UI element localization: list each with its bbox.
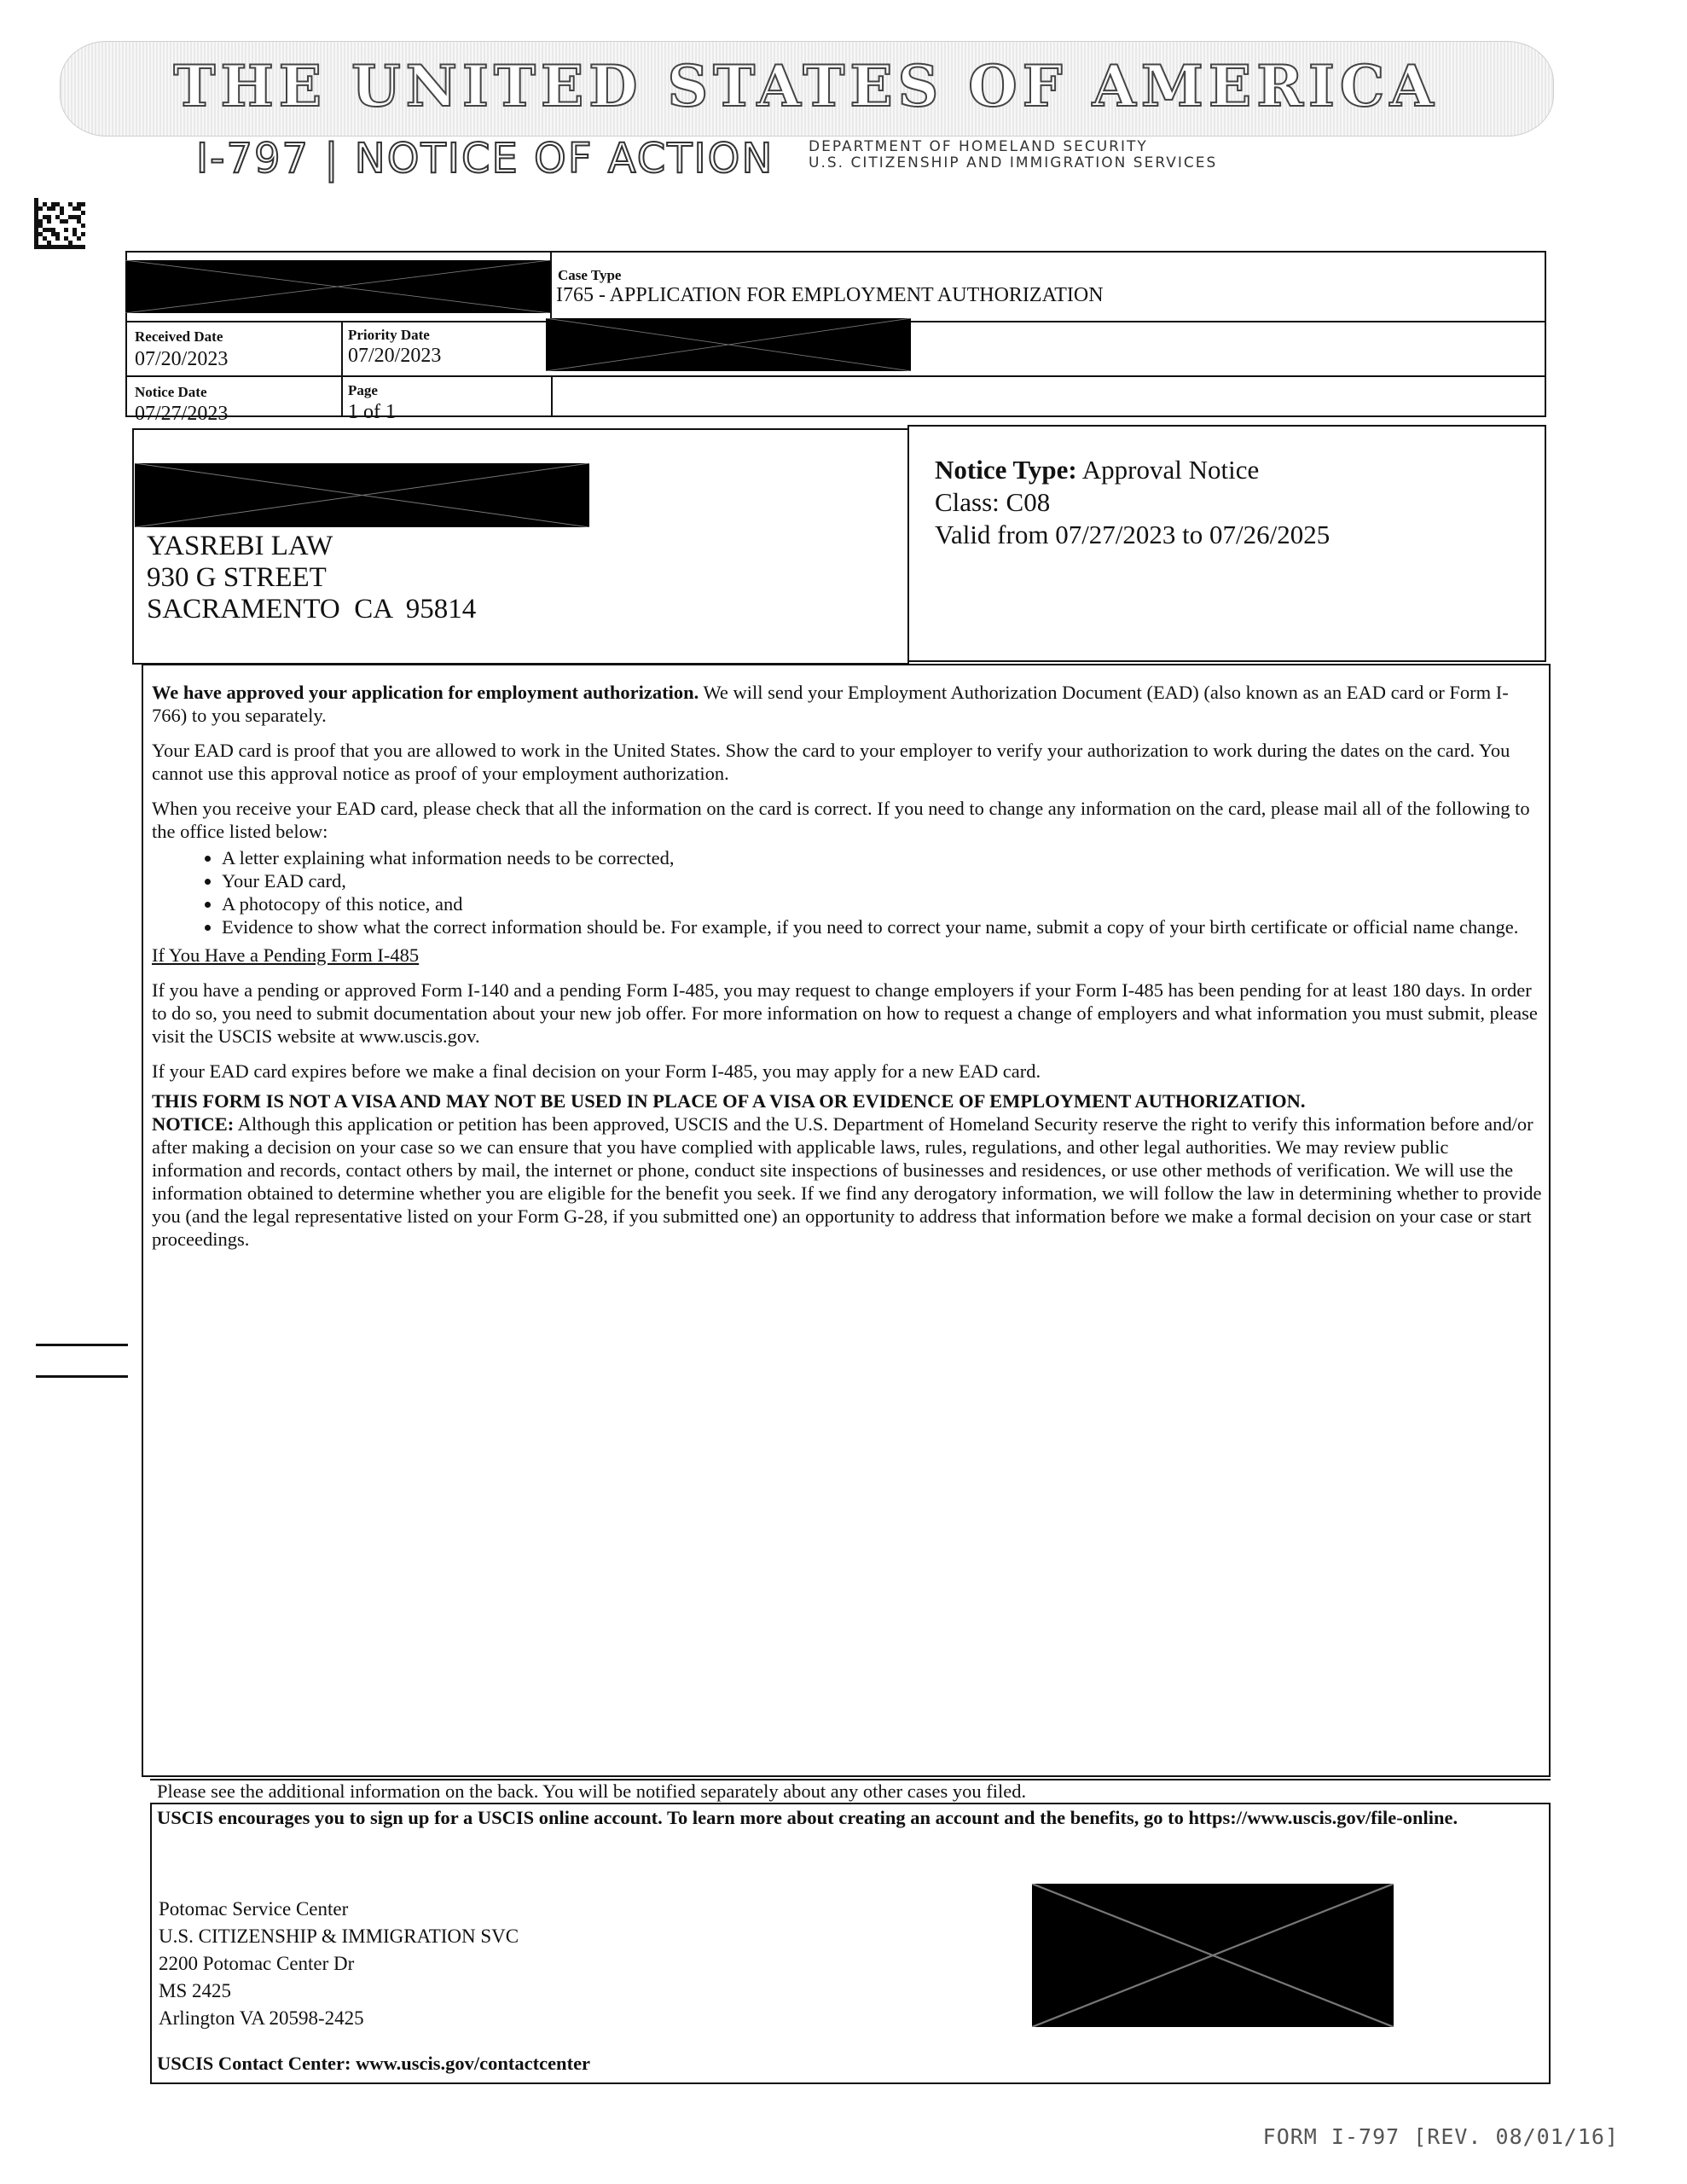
additional-info-note: Please see the additional information on the back. You will be notified separately about any other cases you filed. (157, 1780, 1027, 1802)
case-type-value: I765 - APPLICATION FOR EMPLOYMENT AUTHORIZATION (556, 284, 1104, 306)
online-account-note: USCIS encourages you to sign up for a USCIS online account. To learn more about creating an account and the benefits, go to https://www.uscis.gov/file-online. (157, 1807, 1458, 1828)
service-center-line: 2200 Potomac Center Dr (159, 1953, 355, 1974)
check-card-paragraph: When you receive your EAD card, please check that all the information on the card is correct. If you need to change any information on the card, please mail all of the following to the office listed below: (152, 798, 1530, 842)
header-banner-text: THE UNITED STATES OF AMERICA (173, 53, 1439, 119)
received-date-label: Received Date (135, 328, 223, 345)
notice-type-line (935, 454, 1330, 486)
list-item: • A photocopy of this notice, and (222, 892, 1542, 915)
notice-date-value: 07/27/2023 (135, 403, 229, 425)
row-divider-2 (125, 375, 1546, 377)
redacted-beneficiary (546, 318, 911, 371)
not-a-visa-warning: THIS FORM IS NOT A VISA AND MAY NOT BE USED IN PLACE OF A VISA OR EVIDENCE OF EMPLOYMENT AUTHORIZATION. (152, 1090, 1306, 1112)
department-name (809, 139, 1217, 171)
page-column-divider (551, 375, 553, 417)
ead-proof-paragraph: Your EAD card is proof that you are allowed to work in the United States. Show the card to your employer to verify your authorization to work during the dates on the card. You cannot use this approval notice as proof of your employment authorization. (152, 740, 1510, 784)
priority-date-value: 07/20/2023 (348, 345, 442, 367)
service-center-line: Potomac Service Center (159, 1898, 349, 1920)
department-line-2: U.S. CITIZENSHIP AND IMMIGRATION SERVICES (809, 154, 1218, 171)
pending-i485-heading: If You Have a Pending Form I-485 (152, 944, 420, 966)
recipient-line-3: SACRAMENTO CA 95814 (147, 594, 477, 624)
redacted-recipient-name (135, 463, 589, 527)
redacted-receipt-number (125, 260, 550, 313)
datamatrix-barcode-icon (34, 198, 85, 249)
recipient-address (147, 531, 476, 625)
class-line: Class: C08 (935, 487, 1051, 517)
notice-date-label: Notice Date (135, 384, 207, 400)
priority-date-label: Priority Date (348, 327, 430, 343)
approval-paragraph (152, 681, 1542, 727)
notice-type-value: Approval Notice (1076, 455, 1260, 485)
list-item: • Evidence to show what the correct information should be. For example, if you need to correct your name, submit a copy of your birth certificate or official name change. (222, 915, 1542, 938)
contact-center-link[interactable]: USCIS Contact Center: www.uscis.gov/contactcenter (157, 2053, 591, 2074)
notice-type-block (935, 454, 1330, 551)
warning-paragraph (152, 1089, 1542, 1251)
list-item: • Your EAD card, (222, 869, 1542, 892)
validity-line: Valid from 07/27/2023 to 07/26/2025 (935, 520, 1330, 549)
notice-type-label: Notice Type: (935, 455, 1077, 485)
list-item: • A letter explaining what information needs to be corrected, (222, 846, 1542, 869)
form-number: FORM I-797 [REV. 08/01/16] (1262, 2124, 1619, 2149)
approval-detail: We will send your Employment Authorization Document (EAD) (also known as an EAD card or Form I-766) to you separately. (152, 682, 1509, 726)
approval-statement: We have approved your application for employment authorization. (152, 682, 699, 703)
case-type-label: Case Type (558, 267, 622, 283)
case-type-divider (550, 253, 552, 322)
margin-mark (36, 1375, 128, 1378)
service-center-line: MS 2425 (159, 1980, 231, 2001)
ead-expiry-paragraph: If your EAD card expires before we make a final decision on your Form I-485, you may apply for a new EAD card. (152, 1060, 1041, 1082)
recipient-line-2: 930 G STREET (147, 562, 327, 593)
margin-mark (36, 1344, 128, 1346)
service-center-address (159, 1896, 519, 2032)
page-value: 1 of 1 (348, 401, 396, 423)
date-column-divider (341, 321, 343, 417)
department-line-1: DEPARTMENT OF HOMELAND SECURITY (809, 138, 1148, 155)
required-items-list (152, 846, 1542, 938)
service-center-line: Arlington VA 20598-2425 (159, 2007, 364, 2029)
page-label: Page (348, 382, 378, 398)
service-center-line: U.S. CITIZENSHIP & IMMIGRATION SVC (159, 1926, 519, 1947)
received-date-value: 07/20/2023 (135, 348, 229, 370)
notice-body (152, 681, 1542, 1251)
notice-text: Although this application or petition has been approved, USCIS and the U.S. Department of Homeland Security reserve the right to verify this information before and/or after making a decision on your case so we can ensure that you have complied with applicable laws, rules, regulations, and other legal authorities. We may review public information and records, contact others by mail, the internet or phone, conduct site inspections of businesses and residences, or use other methods of verification. We will use the information obtained to determine whether you are eligible for the benefit you seek. If we find any derogatory information, we will follow the law in determining whether to provide you (and the legal representative listed on your Form G-28, if you submitted one) an opportunity to address that information before we make a formal decision on your case or start proceedings. (152, 1113, 1542, 1250)
change-employers-paragraph: If you have a pending or approved Form I-140 and a pending Form I-485, you may request to change employers if your Form I-485 has been pending for at least 180 days. In order to do so, you need to submit documentation about your new job offer. For more information on how to request a change of employers and what information you must submit, please visit the USCIS website at www.uscis.gov. (152, 979, 1538, 1047)
form-title: I-797 | NOTICE OF ACTION (196, 135, 774, 183)
redacted-signature-box (1032, 1884, 1394, 2027)
notice-label: NOTICE: (152, 1113, 235, 1135)
recipient-line-1: YASREBI LAW (147, 531, 333, 561)
